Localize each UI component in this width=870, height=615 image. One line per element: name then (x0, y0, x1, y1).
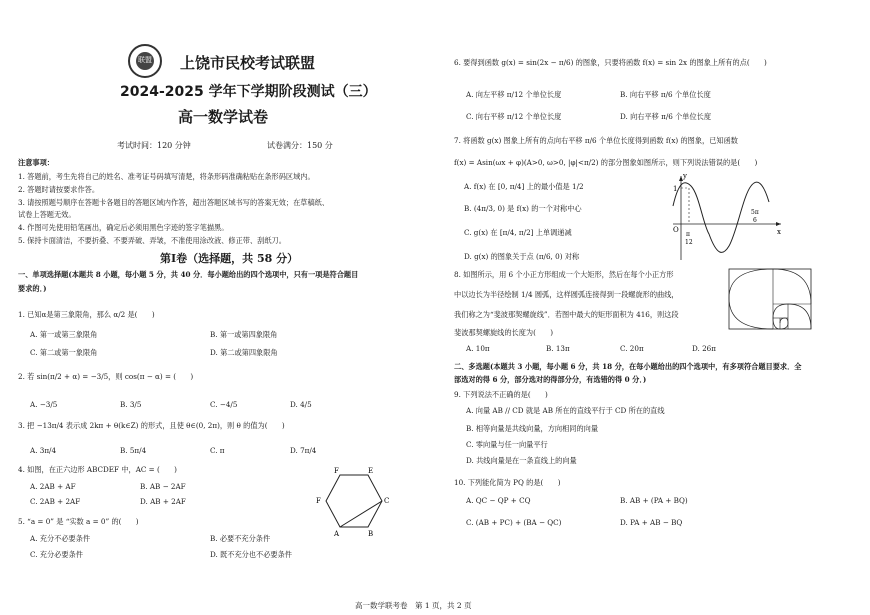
q6-option-d: D. 向右平移 π/6 个单位长度 (620, 112, 712, 121)
fibonacci-spiral-figure (728, 268, 812, 330)
q8-line1: 8. 如图所示，用 6 个小正方形组成一个大矩形，然后在每个小正方形 (454, 270, 674, 279)
q9-option-c: C. 零向量与任一向量平行 (466, 440, 548, 449)
q10-option-d: D. PA + AB − BQ (620, 518, 683, 527)
graph-5pi-label: 5π (751, 209, 759, 216)
q1-stem: 1. 已知α是第三象限角，那么 α/2 是( ) (18, 310, 155, 319)
q5-option-c: C. 充分必要条件 (30, 550, 83, 559)
note-item: 1. 答题前，考生先将自己的姓名、准考证号码填写清楚，将条形码准确粘贴在条形码区域内。 (18, 172, 315, 181)
q7-option-d: D. g(x) 的图象关于点 (π/6, 0) 对称 (464, 252, 580, 261)
note-item: 2. 答题时请按要求作答。 (18, 185, 100, 194)
subject-title: 高一数学试卷 (178, 108, 269, 126)
q10-option-c: C. (AB + PC) + (BA − QC) (466, 518, 562, 527)
q9-option-a: A. 向量 AB // CD 就是 AB 所在的直线平行于 CD 所在的直线 (466, 406, 665, 415)
q1-option-d: D. 第二或第四象限角 (210, 348, 278, 357)
hexagon-figure (312, 465, 392, 537)
graph-pi-label: π (686, 231, 690, 238)
q4-option-d: D. AB + 2AF (140, 497, 186, 506)
q8-option-d: D. 26π (692, 344, 716, 353)
q5-option-b: B. 必要不充分条件 (210, 534, 271, 543)
exam-score: 试卷满分：150 分 (267, 141, 333, 150)
q6-stem: 6. 要得到函数 g(x) = sin(2x − π/6) 的图象，只要将函数 f(x) = sin 2x 的图象上所有的点( ) (454, 58, 767, 67)
q8-line3: 我们称之为“斐波那契螺旋线”．若图中最大的矩形面积为 416，则这段 (454, 310, 679, 319)
hexagon-label-e: E (368, 467, 374, 475)
graph-origin-label: O (673, 226, 679, 234)
q8-option-b: B. 13π (546, 344, 570, 353)
q9-stem: 9. 下列说法不正确的是( ) (454, 390, 548, 399)
right-column (440, 0, 870, 615)
q2-option-d: D. 4/5 (290, 400, 312, 409)
graph-12-label: 12 (685, 239, 693, 246)
page-footer: 高一数学联考卷 第 1 页，共 2 页 (355, 601, 472, 610)
hexagon-label-a: F (316, 497, 321, 505)
q3-option-a: A. 3π/4 (30, 446, 57, 455)
q3-option-c: C. π (210, 446, 225, 455)
q7-option-b: B. (4π/3, 0) 是 f(x) 的一个对称中心 (464, 204, 582, 213)
q3-stem: 3. 把 −13π/4 表示成 2kπ + θ(k∈Z) 的形式，且使 θ∈(0, 2π)，则 θ 的值为( ) (18, 421, 285, 430)
q9-option-b: B. 相等向量是共线向量，方向相同的向量 (466, 424, 599, 433)
note-item: 5. 保持卡面清洁，不要折叠、不要弄破、弄皱，不准使用涂改液、修正带、刮纸刀。 (18, 236, 286, 245)
section1-head: 一、单项选择题(本题共 8 小题，每小题 5 分，共 40 分．每小题给出的四个选项中，只有一项是符合题目 (18, 270, 359, 279)
q10-option-a: A. QC − QP + CQ (466, 496, 531, 505)
note-item: 3. 请按照题号顺序在答题卡各题目的答题区域内作答，超出答题区域书写的答案无效；在草稿纸、 (18, 198, 330, 207)
q4-option-b: B. AB − 2AF (140, 482, 186, 491)
q4-stem: 4. 如图，在正六边形 ABCDEF 中，AC = ( ) (18, 465, 177, 474)
section2-head2: 部选对的得 6 分，部分选对的得部分分，有选错的得 0 分．) (454, 375, 647, 384)
left-column (0, 0, 430, 615)
q6-option-a: A. 向左平移 π/12 个单位长度 (466, 90, 562, 99)
q4-option-a: A. 2AB + AF (30, 482, 76, 491)
part1-title: 第Ⅰ卷（选择题，共 58 分） (160, 252, 299, 265)
q2-option-b: B. 3/5 (120, 400, 142, 409)
graph-y-label: y (683, 172, 687, 180)
q3-option-b: B. 5π/4 (120, 446, 147, 455)
q8-line4: 斐波那契螺旋线的长度为( ) (454, 328, 554, 337)
q10-option-b: B. AB + (PA + BQ) (620, 496, 688, 505)
q6-option-c: C. 向右平移 π/12 个单位长度 (466, 112, 562, 121)
hexagon-label-a2: A (334, 530, 340, 537)
q7-stem: 7. 将函数 g(x) 图象上所有的点向右平移 π/6 个单位长度得到函数 f(x) 的图象，已知函数 (454, 136, 738, 145)
q1-option-b: B. 第一或第四象限角 (210, 330, 278, 339)
q5-option-d: D. 既不充分也不必要条件 (210, 550, 292, 559)
q3-option-d: D. 7π/4 (290, 446, 317, 455)
note-item: 试卷上答题无效。 (18, 210, 76, 219)
graph-x-label: x (777, 228, 781, 236)
q9-option-d: D. 共线向量是在一条直线上的向量 (466, 456, 577, 465)
hexagon-label-f: F (334, 467, 339, 475)
school-logo: 联盟 (128, 44, 162, 78)
section1-head2: 要求的．) (18, 284, 47, 293)
q5-option-a: A. 充分不必要条件 (30, 534, 91, 543)
sine-graph (665, 172, 785, 262)
q7-option-a: A. f(x) 在 [0, π/4] 上的最小值是 1/2 (464, 182, 584, 191)
q1-option-a: A. 第一或第三象限角 (30, 330, 98, 339)
q8-line2: 中以边长为半径绘制 1/4 圆弧，这样圆弧连接得到一段螺旋形的曲线， (454, 290, 679, 299)
exam-title: 2024-2025 学年下学期阶段测试（三） (120, 84, 377, 100)
q4-option-c: C. 2AB + 2AF (30, 497, 81, 506)
notes-title: 注意事项： (18, 158, 54, 167)
hexagon-label-b: B (368, 530, 374, 537)
graph-6-label: 6 (753, 217, 757, 224)
q2-option-a: A. −3/5 (30, 400, 58, 409)
q5-stem: 5. “a = 0” 是 “实数 a = 0” 的( ) (18, 517, 139, 526)
q2-stem: 2. 若 sin(π/2 + α) = −3/5，则 cos(π − α) = ( ) (18, 372, 194, 381)
q2-option-c: C. −4/5 (210, 400, 238, 409)
hexagon-label-d: C (384, 497, 390, 505)
q8-option-c: C. 20π (620, 344, 644, 353)
q8-option-a: A. 10π (466, 344, 490, 353)
q6-option-b: B. 向右平移 π/6 个单位长度 (620, 90, 711, 99)
note-item: 4. 作图可先使用铅笔画出，确定后必须用黑色字迹的签字笔描黑。 (18, 223, 229, 232)
q7-option-c: C. g(x) 在 [π/4, π/2] 上单调递减 (464, 228, 572, 237)
q1-option-c: C. 第二或第一象限角 (30, 348, 98, 357)
section2-head: 二、多选题(本题共 3 小题，每小题 6 分，共 18 分，在每小题给出的四个选项中，有多项符合题目要求．全 (454, 362, 802, 371)
q7-stem2: f(x) = Asin(ωx + φ)(A>0, ω>0, |φ|<π/2) 的部分图象如图所示，则下列说法错误的是( ) (454, 158, 758, 167)
org-title: 上饶市民校考试联盟 (180, 54, 316, 72)
exam-time: 考试时间：120 分钟 (117, 141, 191, 150)
q10-stem: 10. 下列能化简为 PQ 的是( ) (454, 478, 561, 487)
graph-one-label: 1 (673, 185, 678, 193)
